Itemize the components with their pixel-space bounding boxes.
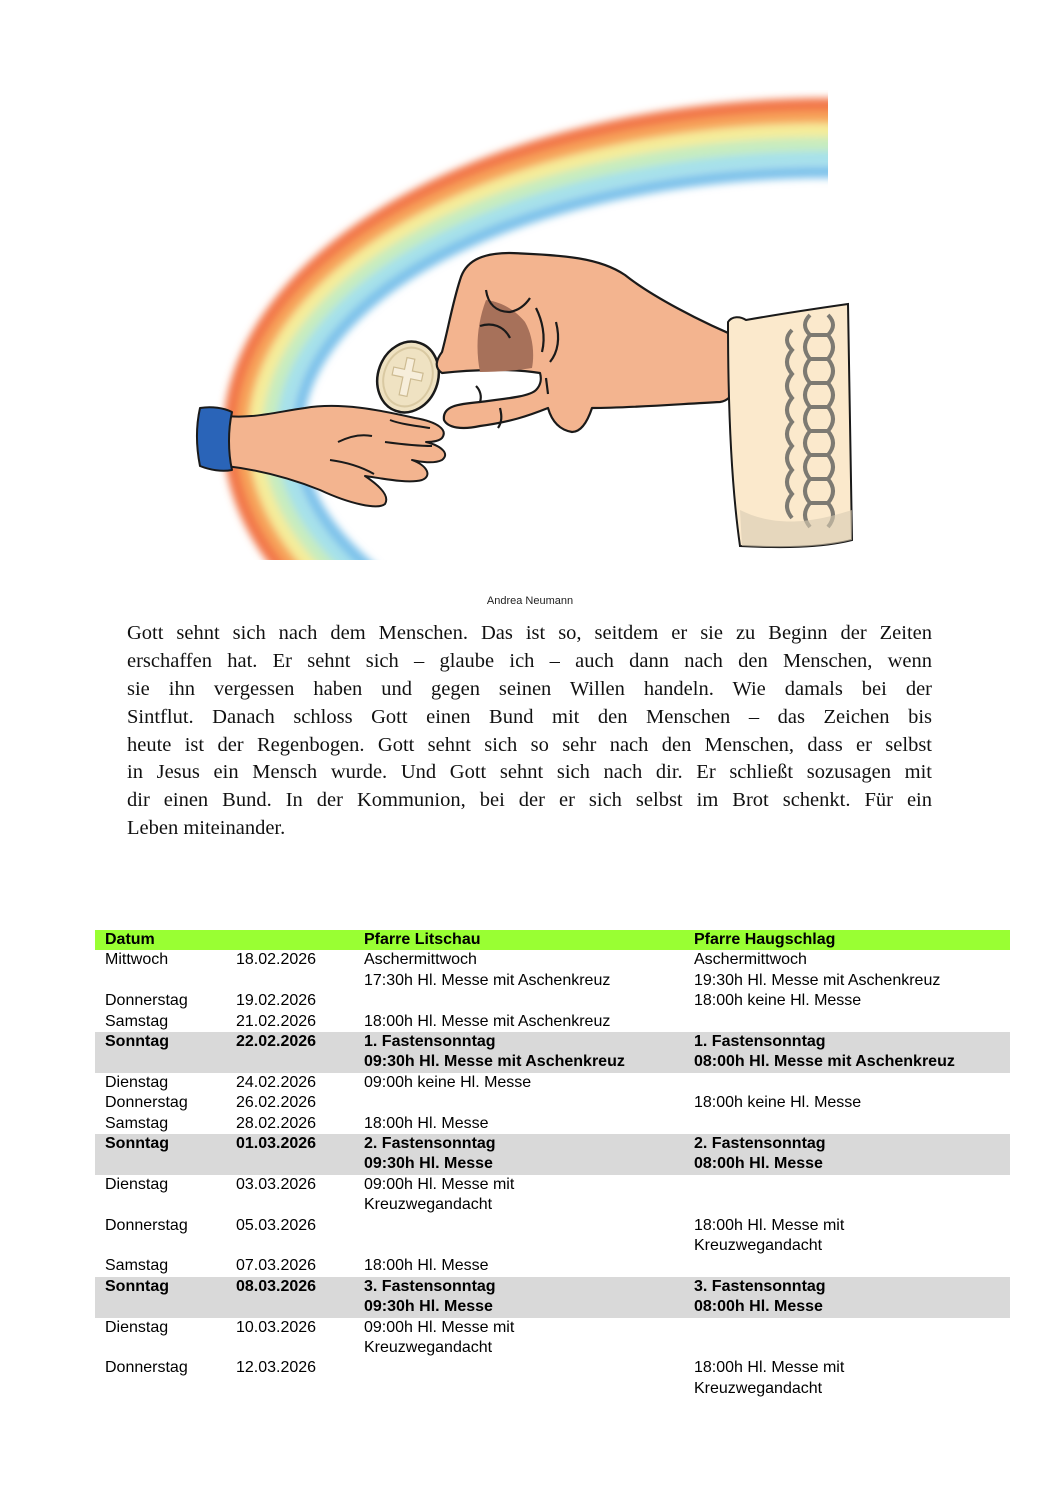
table-row	[95, 1358, 1010, 1399]
body-line: in Jesus ein Mensch wurde. Und Gott sehnt sich nach dir. Er schließt sozusagen mit	[127, 761, 932, 784]
illustration-credit: Andrea Neumann	[486, 595, 574, 607]
cell-line: 1. Fastensonntag	[364, 1032, 496, 1050]
cell-date: 26.02.2026	[236, 1094, 317, 1112]
body-line: dir einen Bund. In der Kommunion, bei der er sich selbst im Brot schenkt. Für ein	[127, 789, 932, 812]
table-row-sunday	[95, 1134, 1010, 1175]
cell-day: Sonntag	[105, 1277, 169, 1295]
cell-line: 3. Fastensonntag	[364, 1277, 496, 1295]
cell-day: Dienstag	[105, 1073, 169, 1091]
cell-line: 19:30h Hl. Messe mit Aschenkreuz	[694, 971, 941, 989]
blue-cuff-icon	[197, 407, 232, 471]
cell-day: Sonntag	[105, 1032, 169, 1050]
cell-line: Kreuzwegandacht	[694, 1236, 823, 1254]
cell-line: 09:30h Hl. Messe mit Aschenkreuz	[364, 1053, 625, 1071]
cell-line: 1. Fastensonntag	[694, 1032, 826, 1050]
cell-day: Mittwoch	[105, 951, 169, 969]
cell-line: 2. Fastensonntag	[694, 1134, 826, 1152]
header-pfarre-haugschlag: Pfarre Haugschlag	[694, 931, 836, 948]
cell-date: 07.03.2026	[236, 1257, 317, 1275]
cell-line: Kreuzwegandacht	[364, 1338, 493, 1356]
cell-date: 10.03.2026	[236, 1318, 317, 1336]
cell-date: 01.03.2026	[236, 1134, 317, 1152]
cell-date: 19.02.2026	[236, 992, 317, 1010]
cell-date: 22.02.2026	[236, 1032, 317, 1050]
cell-date: 18.02.2026	[236, 951, 317, 969]
cell-litschau	[364, 1175, 514, 1216]
cell-date: 03.03.2026	[236, 1175, 317, 1193]
cell-line: 09:30h Hl. Messe	[364, 1298, 493, 1316]
cell-line: 18:00h Hl. Messe mit	[694, 1359, 845, 1377]
cell-day: Donnerstag	[105, 1216, 188, 1234]
cell-line: 3. Fastensonntag	[694, 1277, 826, 1295]
cell-litschau	[364, 1114, 489, 1134]
cell-date: 28.02.2026	[236, 1114, 317, 1132]
cell-day: Sonntag	[105, 1134, 169, 1152]
rainbow-communion-illustration	[180, 90, 880, 560]
cell-date: 21.02.2026	[236, 1012, 317, 1030]
cell-line: 09:30h Hl. Messe	[364, 1155, 493, 1173]
schedule-body	[95, 950, 1010, 1399]
cell-line: 18:00h Hl. Messe mit Aschenkreuz	[364, 1012, 611, 1030]
cell-line: Kreuzwegandacht	[364, 1196, 493, 1214]
cell-line: 09:00h keine Hl. Messe	[364, 1073, 532, 1091]
vestment-sleeve-icon	[728, 304, 852, 547]
cell-date: 12.03.2026	[236, 1359, 317, 1377]
table-row	[95, 1175, 1010, 1216]
cell-litschau	[364, 1277, 496, 1318]
cell-line: 2. Fastensonntag	[364, 1134, 496, 1152]
body-line: sie ihn vergessen haben und gegen seinen Willen handeln. Wie damals bei der	[127, 677, 932, 700]
table-row	[95, 1114, 1010, 1134]
table-row	[95, 1318, 1010, 1359]
cell-haugschlag	[694, 1093, 861, 1113]
cell-day: Donnerstag	[105, 992, 188, 1010]
cell-haugschlag	[694, 1216, 844, 1257]
table-row	[95, 1073, 1010, 1093]
header-pfarre-litschau: Pfarre Litschau	[364, 931, 481, 948]
table-row-sunday	[95, 1277, 1010, 1318]
cell-litschau	[364, 1134, 496, 1175]
cell-line: 17:30h Hl. Messe mit Aschenkreuz	[364, 971, 611, 989]
body-text	[127, 620, 932, 843]
table-row	[95, 1256, 1010, 1276]
cell-day: Dienstag	[105, 1175, 169, 1193]
body-line: heute ist der Regenbogen. Gott sehnt sich so sehr nach den Menschen, dass er selbst	[127, 733, 932, 756]
cell-haugschlag	[694, 991, 861, 1011]
cell-line: 18:00h keine Hl. Messe	[694, 992, 862, 1010]
table-row	[95, 1093, 1010, 1113]
cell-line: 18:00h Hl. Messe mit	[694, 1216, 845, 1234]
table-row	[95, 1216, 1010, 1257]
cell-litschau	[364, 1012, 610, 1032]
cell-litschau	[364, 1318, 514, 1359]
body-line: Sintflut. Danach schloss Gott einen Bund mit den Menschen – das Zeichen bis	[127, 705, 932, 728]
cell-haugschlag	[694, 1032, 955, 1073]
cell-line: Aschermittwoch	[694, 951, 807, 969]
schedule-header-row	[95, 930, 1010, 950]
cell-line: 09:00h Hl. Messe mit	[364, 1318, 515, 1336]
cell-line: 18:00h Hl. Messe	[364, 1114, 489, 1132]
cell-haugschlag	[694, 1134, 826, 1175]
host-wafer-icon	[367, 333, 448, 421]
cell-day: Donnerstag	[105, 1359, 188, 1377]
cell-line: 18:00h Hl. Messe	[364, 1257, 489, 1275]
table-row	[95, 991, 1010, 1011]
cell-haugschlag	[694, 1277, 826, 1318]
mass-schedule-table	[95, 930, 1010, 1399]
priest-hand-icon	[437, 253, 745, 432]
cell-line: Aschermittwoch	[364, 951, 477, 969]
body-line: Gott sehnt sich nach dem Menschen. Das ist so, seitdem er sie zu Beginn der Zeiten	[127, 622, 932, 644]
cell-litschau	[364, 950, 610, 991]
cell-day: Samstag	[105, 1012, 169, 1030]
cell-line: 08:00h Hl. Messe	[694, 1298, 823, 1316]
cell-date: 24.02.2026	[236, 1073, 317, 1091]
cell-day: Samstag	[105, 1114, 169, 1132]
cell-line: 09:00h Hl. Messe mit	[364, 1175, 515, 1193]
cell-line: 18:00h keine Hl. Messe	[694, 1094, 862, 1112]
cell-day: Donnerstag	[105, 1094, 188, 1112]
body-line: erschaffen hat. Er sehnt sich – glaube ich – auch dann nach den Menschen, wenn	[127, 649, 932, 672]
cell-line: Kreuzwegandacht	[694, 1379, 823, 1397]
cell-litschau	[364, 1032, 625, 1073]
cell-day: Samstag	[105, 1257, 169, 1275]
header-datum: Datum	[105, 931, 155, 948]
table-row-sunday	[95, 1032, 1010, 1073]
cell-litschau	[364, 1256, 489, 1276]
cell-line: 08:00h Hl. Messe	[694, 1155, 823, 1173]
table-row	[95, 1012, 1010, 1032]
cell-date: 08.03.2026	[236, 1277, 317, 1295]
cell-litschau	[364, 1073, 531, 1093]
cell-haugschlag	[694, 950, 940, 991]
cell-haugschlag	[694, 1358, 844, 1399]
cell-date: 05.03.2026	[236, 1216, 317, 1234]
cell-line: 08:00h Hl. Messe mit Aschenkreuz	[694, 1053, 955, 1071]
cell-day: Dienstag	[105, 1318, 169, 1336]
body-line: Leben miteinander.	[127, 817, 286, 840]
table-row	[95, 950, 1010, 991]
